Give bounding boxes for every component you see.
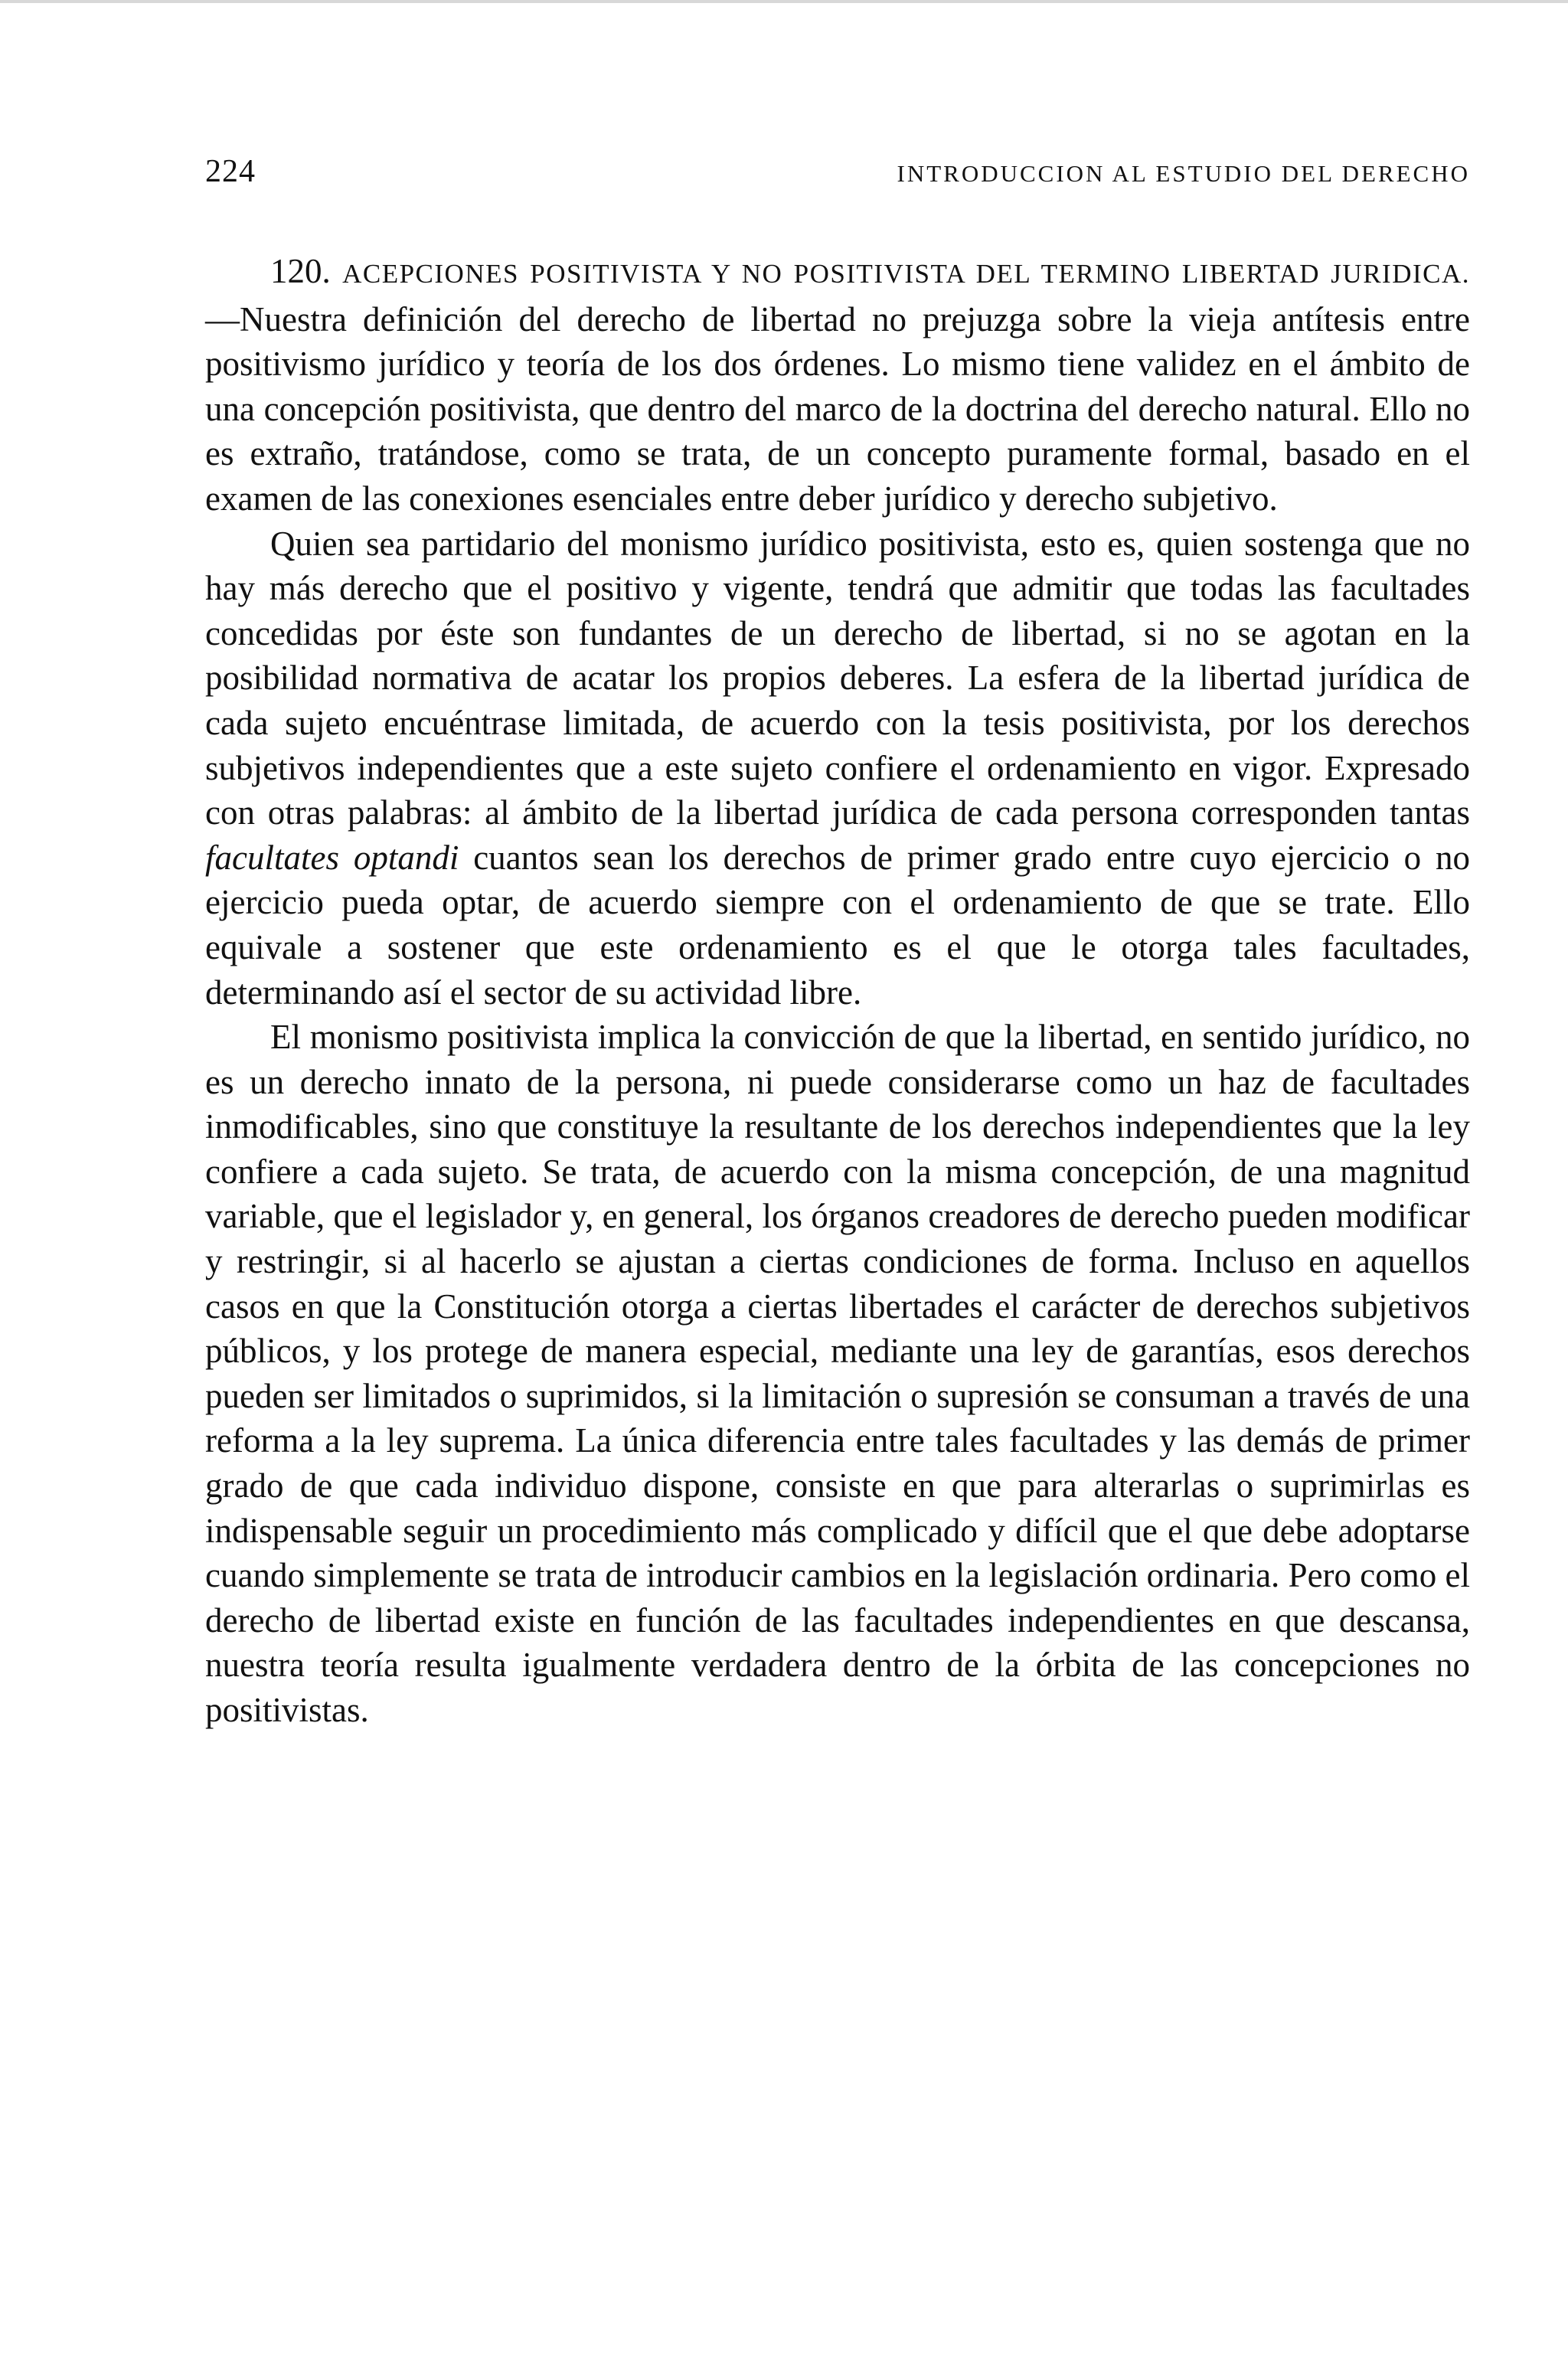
- italic-term: facultates optandi: [205, 838, 459, 877]
- book-title: INTRODUCCION AL ESTUDIO DEL DERECHO: [897, 160, 1470, 187]
- paragraph-monismo-juridico: [205, 521, 1470, 1015]
- section-number: 120.: [270, 252, 331, 290]
- paragraph-text: cuantos sean los derechos de primer grado entre cuyo ejercicio o no ejercicio pueda optar, de acuerdo siempre con el ordenamiento de que se trate. Ello equivale a sostener que este ordenamiento es el que le otorga tales facultades, determinando así el sector de su actividad libre.: [205, 838, 1471, 1012]
- running-head: [205, 153, 1470, 199]
- page-number: 224: [205, 154, 256, 189]
- body-text: [205, 249, 1470, 1733]
- section-heading: ACEPCIONES POSITIVISTA Y NO POSITIVISTA DEL TERMINO LIBERTAD JURIDICA.: [342, 259, 1471, 289]
- paragraph-text: —Nuestra definición del derecho de libertad no prejuzga sobre la vieja antítesis entre positivismo jurídico y teoría de los dos órdenes. Lo mismo tiene validez en el ámbito de una concepción positivista, que dentro del marco de la doctrina del derecho natural. Ello no es extraño, tratándose, como se trata, de un concepto puramente formal, basado en el examen de las conexiones esenciales entre deber jurídico y derecho subjetivo.: [205, 299, 1470, 518]
- scan-edge: [0, 0, 1568, 3]
- paragraph-monismo-positivista: El monismo positivista implica la convicción de que la libertad, en sentido jurídico, no es un derecho innato de la persona, ni puede considerarse como un haz de facultades inmodificables, sino que constituye la resultante de los derechos independientes que la ley confiere a cada sujeto. Se trata, de acuerdo con la misma concepción, de una magnitud variable, que el legislador y, en general, los órganos creadores de derecho pueden modificar y restringir, si al hacerlo se ajustan a ciertas condiciones de forma. Incluso en aquellos casos en que la Constitución otorga a ciertas libertades el carácter de derechos subjetivos públicos, y los protege de manera especial, mediante una ley de garantías, esos derechos pueden ser limitados o suprimidos, si la limitación o supresión se consuman a través de una reforma a la ley suprema. La única diferencia entre tales facultades y las demás de primer grado de que cada individuo dispone, consiste en que para alterarlas o suprimirlas es indispensable seguir un procedimiento más complicado y difícil que el que debe adoptarse cuando simplemente se trata de introducir cambios en la legislación ordinaria. Pero como el derecho de libertad existe en función de las facultades independientes en que descansa, nuestra teoría resulta igualmente verdadera dentro de la órbita de las concepciones no positivistas.: [205, 1018, 1470, 1729]
- paragraph-section-120: [205, 249, 1470, 521]
- paragraph-text: Quien sea partidario del monismo jurídico positivista, esto es, quien sostenga que no hay más derecho que el positivo y vigente, tendrá que admitir que todas las facultades concedidas por éste son fundantes de un derecho de libertad, si no se agotan en la posibilidad normativa de acatar los propios deberes. La esfera de la libertad jurídica de cada sujeto encuéntrase limitada, de acuerdo con la tesis positivista, por los derechos subjetivos independientes que a este sujeto confiere el ordenamiento en vigor. Expresado con otras palabras: al ámbito de la libertad jurídica de cada persona corresponden tantas: [205, 524, 1470, 832]
